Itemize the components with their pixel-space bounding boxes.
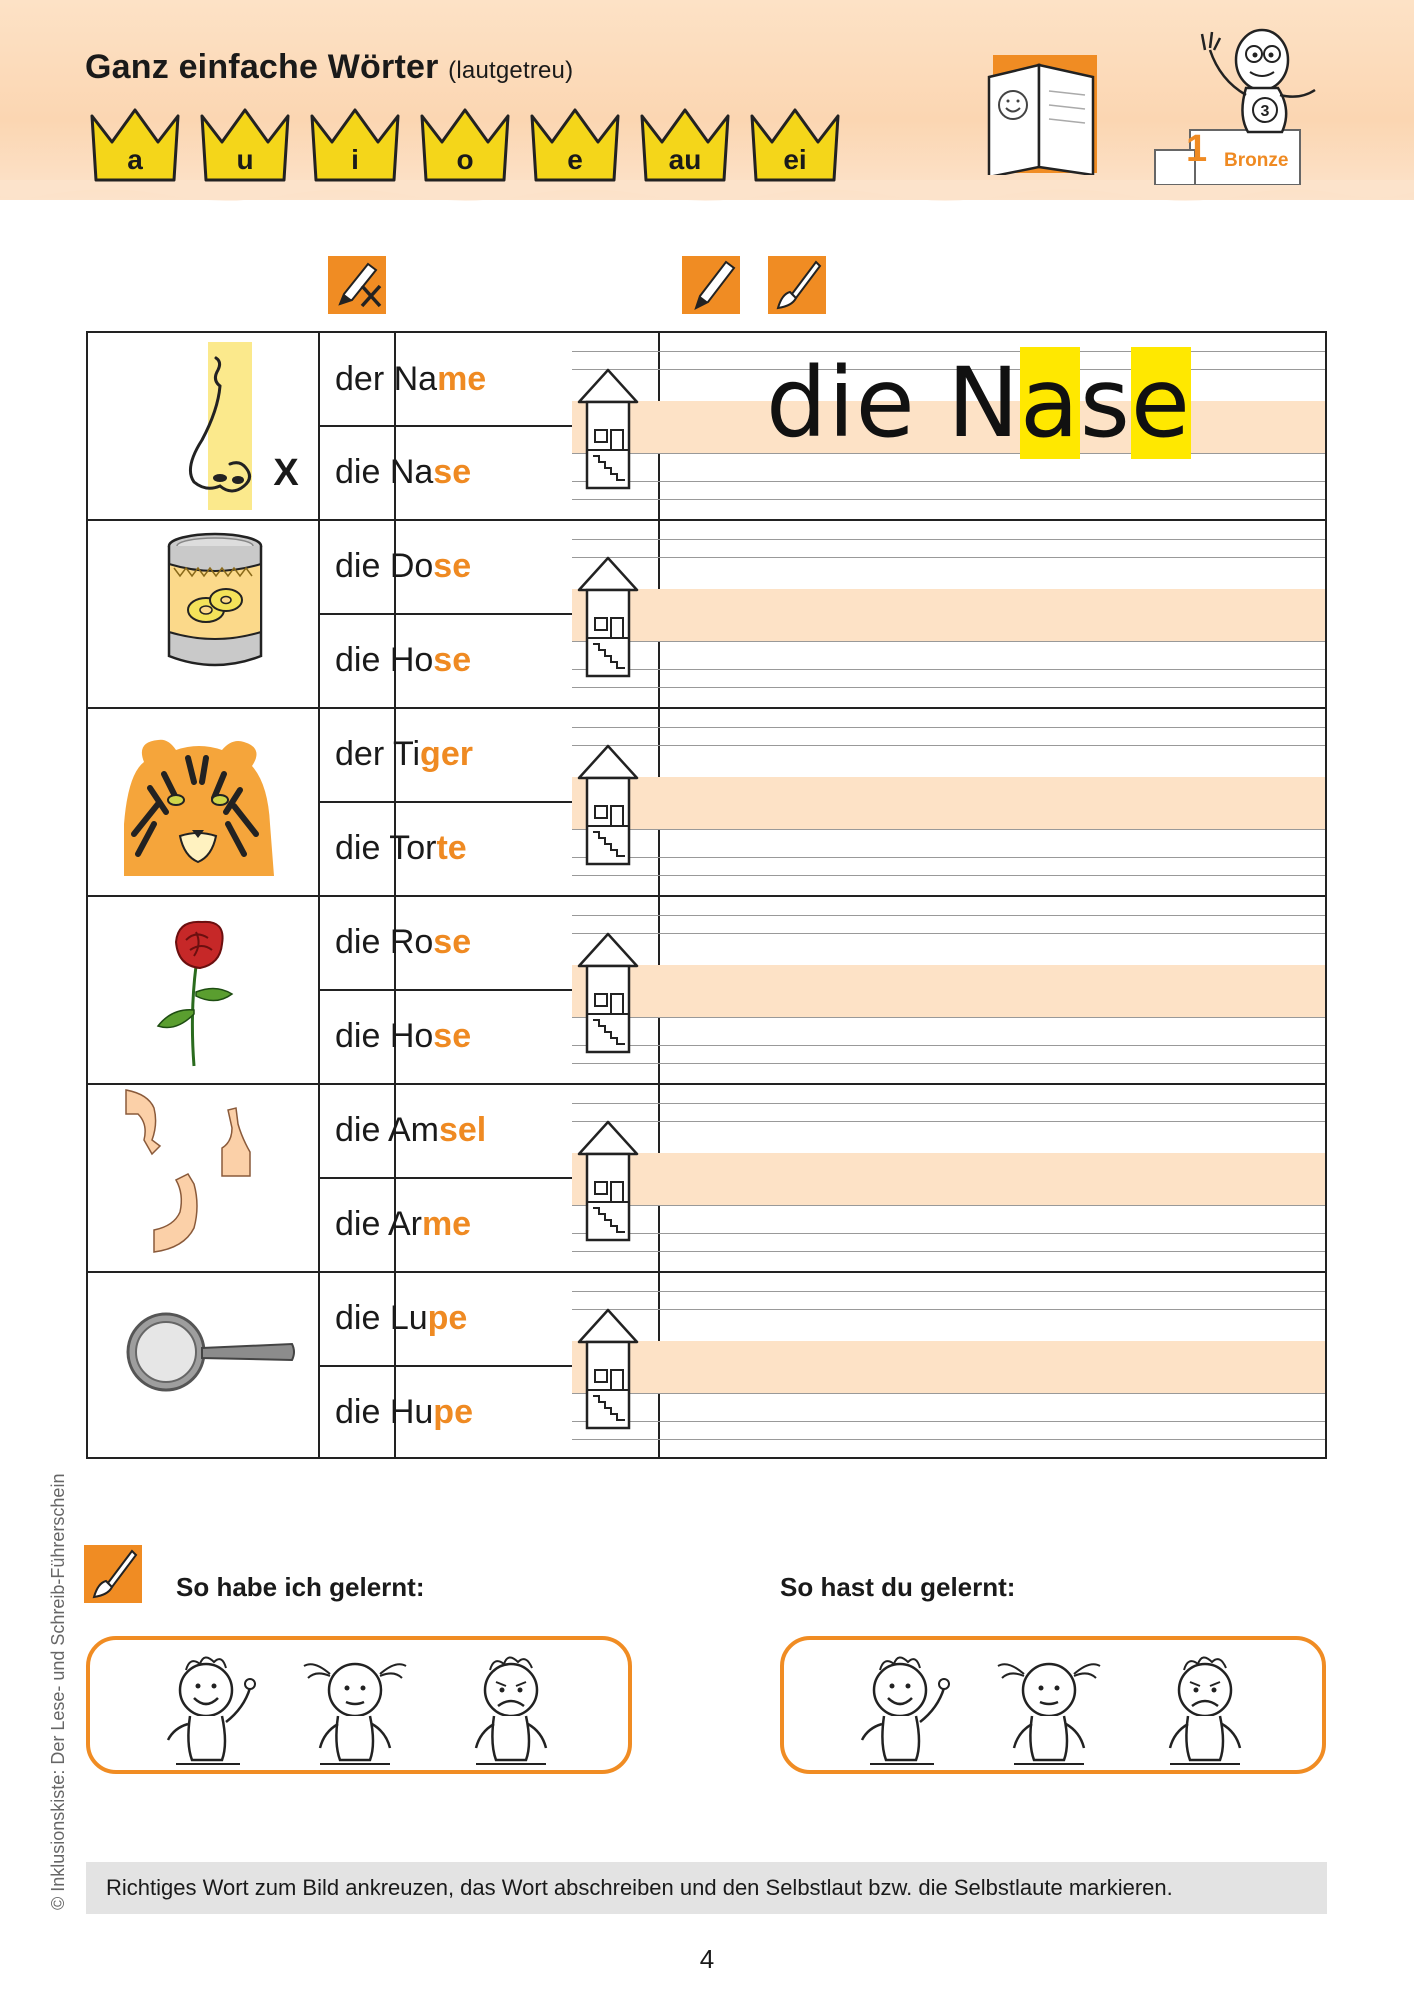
vowel-crown: [530, 106, 620, 186]
page-subtitle: (lautgetreu): [448, 57, 574, 84]
self-assessment-label: So habe ich gelernt:: [176, 1572, 425, 1602]
vowel-crown: [640, 106, 730, 186]
brush-icon: [84, 1545, 142, 1603]
unhappy-face-icon[interactable]: [456, 1648, 566, 1766]
self-assessment-box: [86, 1636, 632, 1774]
word-table: [86, 331, 1327, 1459]
house-icon: [577, 366, 639, 490]
tin-can-icon: [160, 528, 270, 678]
vowel-crown: [420, 106, 510, 186]
word-option[interactable]: die Rose: [335, 923, 472, 961]
teacher-assessment-label: So hast du gelernt:: [780, 1572, 1016, 1602]
vowel-label: e: [567, 144, 583, 175]
teacher-assessment-box: [780, 1636, 1326, 1774]
magnifying-glass-icon: [124, 1310, 296, 1394]
podium-place-number: 1: [1186, 128, 1208, 170]
level-label: Bronze: [1224, 150, 1289, 171]
svg-text:3: 3: [1260, 103, 1270, 120]
vowel-crown: [310, 106, 400, 186]
house-icon: [577, 554, 639, 678]
word-option[interactable]: die Hupe: [335, 1393, 473, 1431]
rose-icon: [150, 914, 260, 1068]
copyright-notice: © Inklusionskiste: Der Lese- und Schreib-Führerschein: [48, 1473, 68, 1910]
pencil-icon: [682, 256, 740, 314]
house-icon: [577, 742, 639, 866]
word-option[interactable]: die Hose: [335, 641, 472, 679]
neutral-face-icon[interactable]: [300, 1648, 410, 1766]
checkbox-cell[interactable]: X: [273, 452, 299, 494]
sample-answer: die Nase: [766, 347, 1191, 459]
neutral-face-icon[interactable]: [994, 1648, 1104, 1766]
word-option[interactable]: die Torte: [335, 829, 467, 867]
arms-icon: [124, 1088, 284, 1258]
happy-face-icon[interactable]: [156, 1648, 266, 1766]
vowel-crown: [90, 106, 180, 186]
house-icon: [577, 1118, 639, 1242]
vowel-label: u: [236, 144, 254, 175]
tiger-icon: [124, 734, 274, 876]
vowel-label: au: [668, 144, 702, 175]
vowel-crown: [200, 106, 290, 186]
house-icon: [577, 930, 639, 1054]
nose-icon: [160, 340, 270, 512]
instruction-text: Richtiges Wort zum Bild ankreuzen, das Wort abschreiben und den Selbstlaut bzw. die Selbstlaute markieren.: [86, 1862, 1327, 1914]
vowel-label: o: [456, 144, 474, 175]
vowel-label: a: [127, 144, 143, 175]
brush-icon: [768, 256, 826, 314]
page-number: 4: [699, 1944, 715, 1974]
pencil-cross-icon: [328, 256, 386, 314]
vowel-crown: [750, 106, 840, 186]
unhappy-face-icon[interactable]: [1150, 1648, 1260, 1766]
word-option[interactable]: der Name: [335, 360, 487, 398]
vowel-label: ei: [783, 144, 807, 175]
open-book-icon: [985, 55, 1100, 175]
word-option[interactable]: die Amsel: [335, 1111, 487, 1149]
page-title: Ganz einfache Wörter (lautgetreu): [85, 48, 574, 86]
word-option[interactable]: die Nase: [335, 453, 472, 491]
vowel-label: i: [351, 144, 359, 175]
house-icon: [577, 1306, 639, 1430]
happy-face-icon[interactable]: [850, 1648, 960, 1766]
word-option[interactable]: die Hose: [335, 1017, 472, 1055]
word-option[interactable]: die Dose: [335, 547, 472, 585]
word-option[interactable]: die Arme: [335, 1205, 472, 1243]
word-option[interactable]: der Tiger: [335, 735, 473, 773]
word-option[interactable]: die Lupe: [335, 1299, 468, 1337]
